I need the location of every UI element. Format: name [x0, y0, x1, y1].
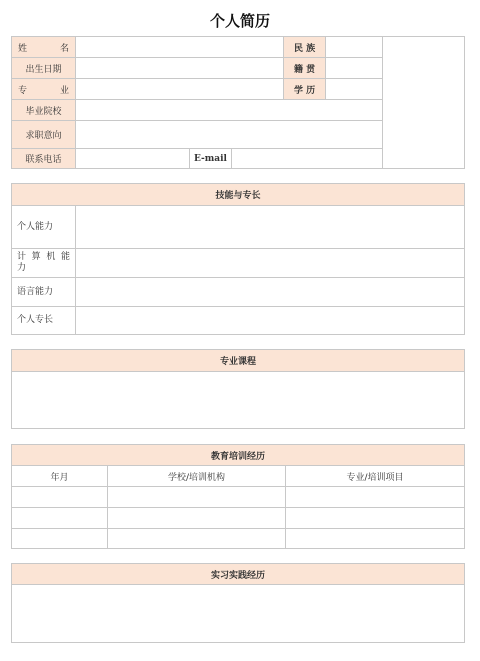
column-header-program: 专业/培训项目	[286, 466, 465, 487]
internship-table	[11, 563, 465, 643]
table-row	[12, 529, 465, 549]
education-table	[11, 444, 465, 549]
program-cell[interactable]	[286, 508, 465, 529]
date-cell[interactable]	[12, 508, 108, 529]
email-label: E-mail	[190, 149, 232, 169]
name-field[interactable]	[76, 37, 284, 58]
table-row	[12, 508, 465, 529]
courses-header: 专业课程	[12, 350, 465, 372]
native-place-label: 籍 贯	[284, 58, 326, 79]
ethnicity-field[interactable]	[326, 37, 383, 58]
internship-header: 实习实践经历	[12, 564, 465, 585]
courses-field[interactable]	[12, 372, 465, 429]
phone-field[interactable]	[76, 149, 190, 169]
date-cell[interactable]	[12, 487, 108, 508]
resume-title: 个人简历	[209, 12, 270, 30]
native-place-field[interactable]	[326, 58, 383, 79]
ethnicity-label: 民 族	[284, 37, 326, 58]
institution-cell[interactable]	[108, 529, 286, 549]
skills-header: 技能与专长	[12, 184, 465, 206]
specialty-label: 个人专长	[12, 307, 76, 335]
institution-cell[interactable]	[108, 487, 286, 508]
program-cell[interactable]	[286, 487, 465, 508]
job-intention-label: 求职意向	[12, 121, 76, 149]
email-field[interactable]	[232, 149, 383, 169]
school-label: 毕业院校	[12, 100, 76, 121]
basic-info-table	[11, 36, 465, 169]
phone-label: 联系电话	[12, 149, 76, 169]
column-header-date: 年月	[12, 466, 108, 487]
personal-ability-field[interactable]	[76, 206, 465, 249]
program-cell[interactable]	[286, 529, 465, 549]
date-cell[interactable]	[12, 529, 108, 549]
birth-date-field[interactable]	[76, 58, 284, 79]
school-field[interactable]	[76, 100, 383, 121]
education-level-label: 学 历	[284, 79, 326, 100]
courses-table	[11, 349, 465, 429]
specialty-field[interactable]	[76, 307, 465, 335]
major-field[interactable]	[76, 79, 284, 100]
skills-table	[11, 183, 465, 335]
education-level-field[interactable]	[326, 79, 383, 100]
personal-ability-label: 个人能力	[12, 206, 76, 249]
language-ability-label: 语言能力	[12, 278, 76, 307]
institution-cell[interactable]	[108, 508, 286, 529]
birth-date-label: 出生日期	[12, 58, 76, 79]
computer-ability-field[interactable]	[76, 249, 465, 278]
name-label: 姓 名	[12, 37, 76, 58]
photo-area	[383, 37, 465, 169]
internship-field[interactable]	[12, 585, 465, 643]
job-intention-field[interactable]	[76, 121, 383, 149]
major-label: 专 业	[12, 79, 76, 100]
language-ability-field[interactable]	[76, 278, 465, 307]
computer-ability-label: 计 算 机 能 力	[12, 249, 76, 278]
education-header: 教育培训经历	[12, 445, 465, 466]
table-row	[12, 487, 465, 508]
column-header-institution: 学校/培训机构	[108, 466, 286, 487]
